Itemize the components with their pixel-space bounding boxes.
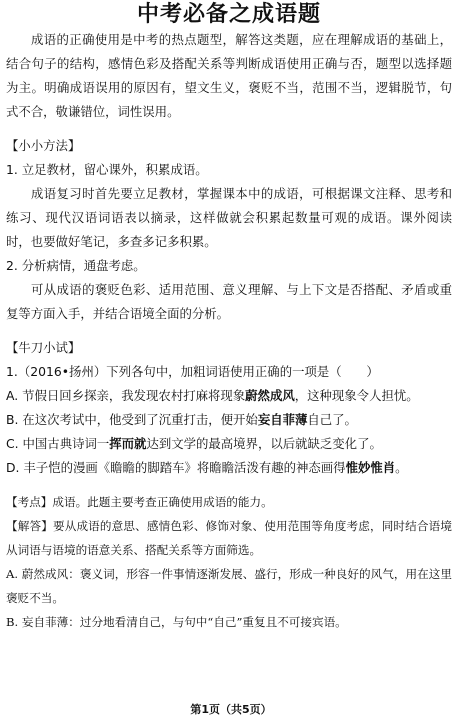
option-b-post: 自己了。	[307, 412, 357, 427]
option-d-pre: D. 丰子恺的漫画《瞻瞻的脚踏车》将瞻瞻活泼有趣的神态画得	[6, 460, 346, 475]
option-a-bold: 蔚然成风	[245, 388, 295, 403]
method-item-1-body: 成语复习时首先要立足教材，掌握课本中的成语，可根据课文注释、思考和练习、现代汉语词语表以摘录，这样做就会积累起数量可观的成语。课外阅读时，也要做好笔记，多查多记多积累。	[6, 186, 452, 249]
option-a	[6, 384, 452, 408]
page-title: 中考必备之成语题	[136, 2, 321, 27]
method-heading: 【小小方法】	[6, 138, 81, 153]
answer-a: A. 蔚然成风：褒义词，形容一件事情逐渐发展、盛行，形成一种良好的风气，用在这里褒贬不当。	[6, 567, 452, 605]
option-d	[6, 456, 452, 480]
answer-jieda: 【解答】要从成语的意思、感情色彩、修饰对象、使用范围等角度考虑，同时结合语境从词语与语境的语意关系、搭配关系等方面筛选。	[6, 519, 452, 557]
option-a-post: ，这种现象令人担忧。	[294, 388, 419, 403]
intro-paragraph: 成语的正确使用是中考的热点题型，解答这类题，应在理解成语的基础上，结合句子的结构，感情色彩及搭配关系等判断成语使用正确与否，题型以选择题为主。明确成语误用的原因有，望文生义，褒贬不当，范围不当，逻辑脱节，句式不合，敬谦错位，词性误用。	[6, 32, 452, 119]
option-c-pre: C. 中国古典诗词一	[6, 436, 110, 451]
option-b-pre: B. 在这次考试中，他受到了沉重打击，便开始	[6, 412, 258, 427]
option-b-bold: 妄自菲薄	[257, 412, 308, 427]
option-b	[6, 408, 452, 432]
option-c-post: 达到文学的最高境界，以后就缺乏变化了。	[146, 436, 382, 451]
method-item-1-title: 1. 立足教材，留心课外，积累成语。	[6, 162, 208, 177]
option-d-bold: 惟妙惟肖	[345, 460, 396, 475]
option-a-pre: A. 节假日回乡探亲，我发现农村打麻将现象	[6, 388, 246, 403]
option-c-bold: 挥而就	[109, 436, 147, 451]
test-heading: 【牛刀小试】	[6, 340, 81, 355]
answer-kaodian: 【考点】成语。此题主要考查正确使用成语的能力。	[6, 495, 273, 509]
option-c	[6, 432, 452, 456]
answer-b: B. 妄自菲薄：过分地看清自己，与句中“自己”重复且不可接宾语。	[6, 615, 347, 629]
option-d-post: 。	[395, 460, 408, 475]
question-stem: 1.（2016•扬州）下列各句中，加粗词语使用正确的一项是（ ）	[6, 364, 379, 379]
method-item-2-body: 可从成语的褒贬色彩、适用范围、意义理解、与上下文是否搭配、矛盾或重复等方面入手，并结合语境全面的分析。	[6, 282, 452, 321]
method-item-2-title: 2. 分析病情，通盘考虑。	[6, 258, 146, 273]
page-footer: 第1页（共5页）	[190, 703, 272, 716]
